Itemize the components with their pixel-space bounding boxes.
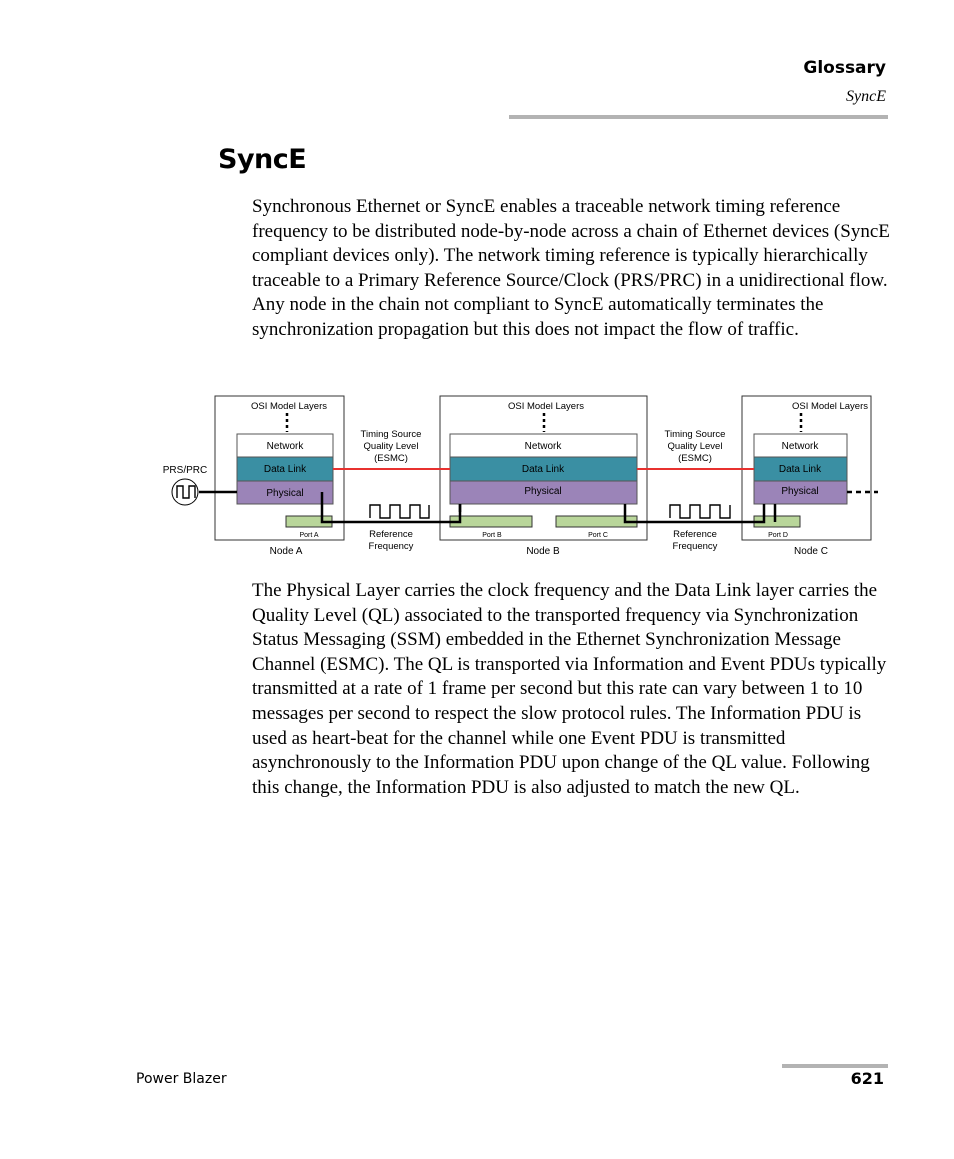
synce-diagram xyxy=(158,394,878,565)
network-label-b: Network xyxy=(524,441,562,452)
osi-label-c: OSI Model Layers xyxy=(791,401,869,412)
port-b-label: Port B xyxy=(482,532,502,539)
timing-source-label-1-l1: Timing Source xyxy=(360,429,422,440)
datalink-label-c: Data Link xyxy=(778,464,822,475)
node-b-label: Node B xyxy=(526,546,560,557)
reference-frequency-1-l2: Frequency xyxy=(368,541,414,552)
footer-rule xyxy=(782,1064,888,1068)
section-title: SyncE xyxy=(218,144,307,175)
datalink-label-b: Data Link xyxy=(521,464,565,475)
page-number: 621 xyxy=(850,1069,884,1088)
node-c-label: Node C xyxy=(794,546,828,557)
footer-product-name: Power Blazer xyxy=(136,1071,227,1087)
reference-frequency-2-l1: Reference xyxy=(673,529,717,540)
port-c-label: Port C xyxy=(588,532,608,539)
physical-label-c: Physical xyxy=(781,486,819,497)
osi-label-b: OSI Model Layers xyxy=(507,401,585,412)
node-a-label: Node A xyxy=(269,546,303,557)
datalink-label-a: Data Link xyxy=(263,464,307,475)
header-rule xyxy=(509,115,888,119)
timing-source-label-1-l3: (ESMC) xyxy=(374,453,408,464)
reference-frequency-1-l1: Reference xyxy=(369,529,413,540)
paragraph-intro: Synchronous Ethernet or SyncE enables a traceable network timing reference frequency to be distributed node-by-node across a chain of Ethernet devices (SyncE compliant devices only). The network timing reference is typically hierarchically traceable to a Primary Reference Source/Clock (PRS/PRC) in a unidirectional flow. Any node in the chain not compliant to SyncE automatically terminates the synchronization propagation but this does not impact the flow of traffic. xyxy=(252,196,890,340)
timing-source-label-2-l2: Quality Level xyxy=(667,441,723,452)
port-b xyxy=(450,516,532,527)
reference-wave-2 xyxy=(670,505,730,518)
timing-source-label-2-l1: Timing Source xyxy=(664,429,726,440)
header-subtitle: SyncE xyxy=(846,88,886,105)
reference-wave-1 xyxy=(370,505,429,518)
prs-label: PRS/PRC xyxy=(162,465,208,476)
timing-source-label-2-l3: (ESMC) xyxy=(678,453,712,464)
network-label-c: Network xyxy=(781,441,819,452)
timing-source-label-1-l2: Quality Level xyxy=(363,441,419,452)
network-label-a: Network xyxy=(266,441,304,452)
physical-label-a: Physical xyxy=(266,488,304,499)
prs-clock-icon xyxy=(172,479,198,505)
physical-label-b: Physical xyxy=(524,486,562,497)
reference-frequency-2-l2: Frequency xyxy=(672,541,718,552)
port-a-label: Port A xyxy=(299,532,319,539)
header-title: Glossary xyxy=(803,58,886,78)
paragraph-physical-layer: The Physical Layer carries the clock frequency and the Data Link layer carries the Quality Level (QL) associated to the transported frequency via Synchronization Status Messaging (SSM) embedded in the Ethernet Synchronization Message Channel (ESMC). The QL is transported via Information and Event PDUs typically transmitted at a rate of 1 frame per second but this rate can vary between 1 to 10 messages per second to respect the slow protocol rules. The Information PDU is used as heart-beat for the channel while one Event PDU is transmitted asynchronously to the Information PDU upon change of the QL value. Following this change, the Information PDU is also adjusted to match the new QL. xyxy=(252,580,887,798)
osi-label-a: OSI Model Layers xyxy=(250,401,328,412)
port-d-label: Port D xyxy=(768,532,788,539)
